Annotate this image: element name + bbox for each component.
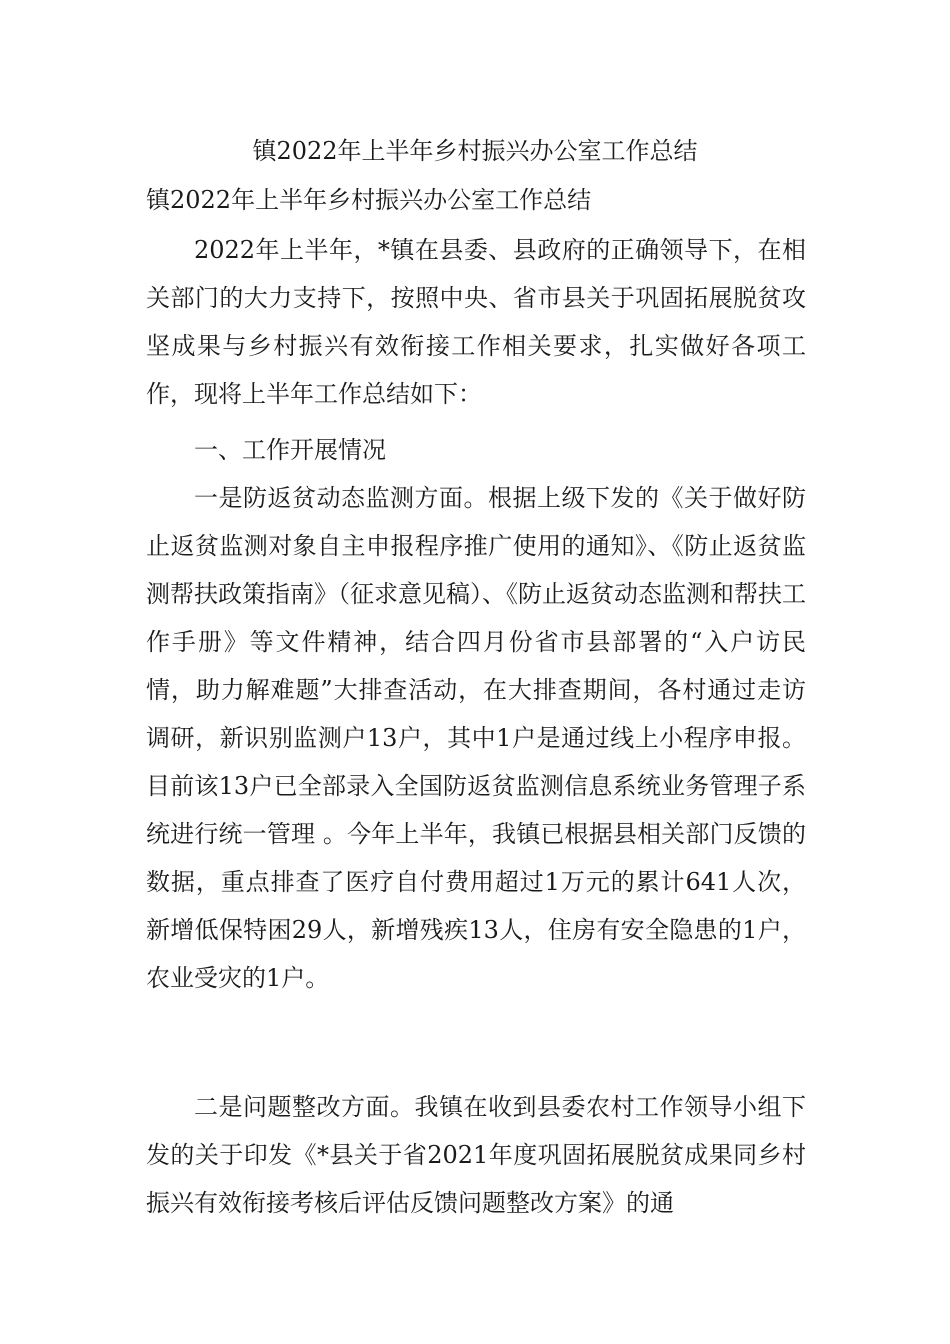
paragraph-rectification: 二是问题整改方面。我镇在收到县委农村工作领导小组下发的关于印发《*县关于省2021年度巩固拓展脱贫成果同乡村振兴有效衔接考核后评估反馈问题整改方案》的通	[146, 1093, 806, 1217]
document-subtitle: 镇2022年上半年乡村振兴办公室工作总结	[146, 186, 592, 214]
paragraph-intro: 2022年上半年，*镇在县委、县政府的正确领导下，在相关部门的大力支持下，按照中央、省市县关于巩固拓展脱贫攻坚成果与乡村振兴有效衔接工作相关要求，扎实做好各项工作，现将上半年工作总结如下：	[146, 236, 806, 408]
section-heading: 一、工作开展情况	[194, 436, 386, 464]
paragraph-monitoring: 一是防返贫动态监测方面。根据上级下发的《关于做好防止返贫监测对象自主申报程序推广使用的通知》、《防止返贫监测帮扶政策指南》（征求意见稿）、《防止返贫动态监测和帮扶工作手册》等文件精神，结合四月份省市县部署的“入户访民情，助力解难题”大排查活动，在大排查期间，各村通过走访调研，新识别监测户13户，其中1户是通过线上小程序申报。目前该13户已全部录入全国防返贫监测信息系统业务管理子系统进行统一管理 。今年上半年，我镇已根据县相关部门反馈的数据，重点排查了医疗自付费用超过1万元的累计641人次，新增低保特困29人，新增残疾13人，住房有安全隐患的1户，农业受灾的1户。	[146, 484, 806, 992]
document-title: 镇2022年上半年乡村振兴办公室工作总结	[252, 137, 698, 165]
